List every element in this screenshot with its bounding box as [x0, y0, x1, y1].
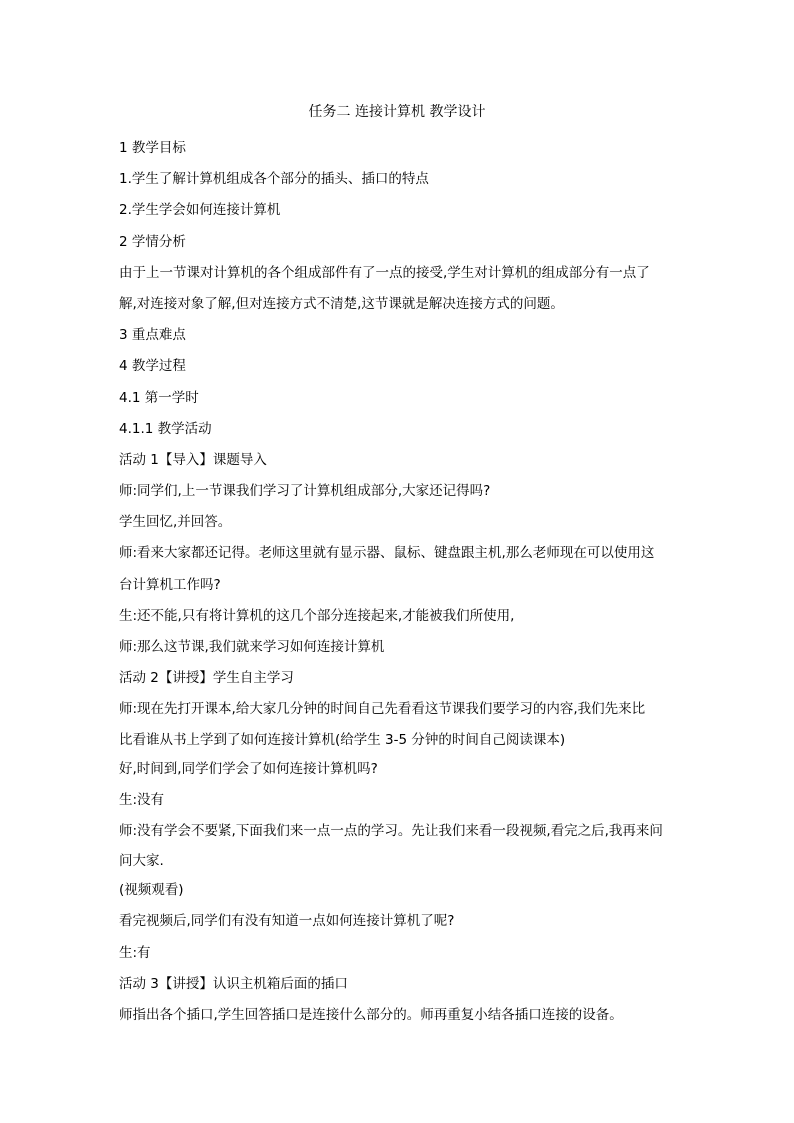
dialogue-line: 看完视频后,同学们有没有知道一点如何连接计算机了呢?: [119, 913, 455, 930]
dialogue-line: 好,时间到,同学们学会了如何连接计算机吗?: [119, 760, 378, 777]
section-heading-objectives: 1 教学目标: [119, 140, 186, 156]
activity-heading: 活动 1【导入】课题导入: [119, 451, 267, 468]
subsection-heading: 4.1 第一学时: [119, 389, 199, 406]
dialogue-line: 师:现在先打开课本,给大家几分钟的时间自己先看看这节课我们要学习的内容,我们先来比: [119, 701, 646, 718]
activity-heading: 活动 3【讲授】认识主机箱后面的插口: [119, 975, 348, 992]
dialogue-line: 台计算机工作吗?: [119, 576, 221, 593]
dialogue-line: 师:看来大家都还记得。老师这里就有显示器、鼠标、键盘跟主机,那么老师现在可以使用这: [119, 545, 655, 562]
dialogue-line: 生:没有: [119, 791, 165, 808]
subsection-heading: 4.1.1 教学活动: [119, 420, 212, 437]
dialogue-line: 师指出各个插口,学生回答插口是连接什么部分的。师再重复小结各插口连接的设备。: [119, 1006, 623, 1023]
objective-item: 1.学生了解计算机组成各个部分的插头、插口的特点: [119, 171, 429, 188]
dialogue-line: 生:还不能,只有将计算机的这几个部分连接起来,才能被我们所使用,: [119, 607, 515, 624]
dialogue-line: 问大家.: [119, 853, 164, 870]
dialogue-line: 师:那么这节课,我们就来学习如何连接计算机: [119, 639, 385, 655]
section-heading-process: 4 教学过程: [119, 358, 186, 375]
dialogue-line: 生:有: [119, 944, 151, 961]
paragraph-line: 由于上一节课对计算机的各个组成部件有了一点的接受,学生对计算机的组成部分有一点了: [119, 264, 650, 281]
document-title: 任务二 连接计算机 教学设计: [308, 104, 486, 120]
dialogue-line: 师:没有学会不要紧,下面我们来一点一点的学习。先让我们来看一段视频,看完之后,我再来问: [119, 822, 663, 839]
dialogue-line: 比看谁从书上学到了如何连接计算机(给学生 3-5 分钟的时间自己阅读课本): [119, 731, 566, 748]
section-heading-key-points: 3 重点难点: [119, 327, 186, 344]
dialogue-line: 师:同学们,上一节课我们学习了计算机组成部分,大家还记得吗?: [119, 483, 491, 500]
activity-heading: 活动 2【讲授】学生自主学习: [119, 670, 294, 687]
dialogue-line: (视频观看): [119, 882, 184, 899]
objective-item: 2.学生学会如何连接计算机: [119, 202, 281, 219]
paragraph-line: 解,对连接对象了解,但对连接方式不清楚,这节课就是解决连接方式的问题。: [119, 295, 564, 312]
dialogue-line: 学生回忆,并回答。: [119, 514, 232, 531]
document-body: [119, 133, 679, 1031]
section-heading-analysis: 2 学情分析: [119, 233, 186, 250]
